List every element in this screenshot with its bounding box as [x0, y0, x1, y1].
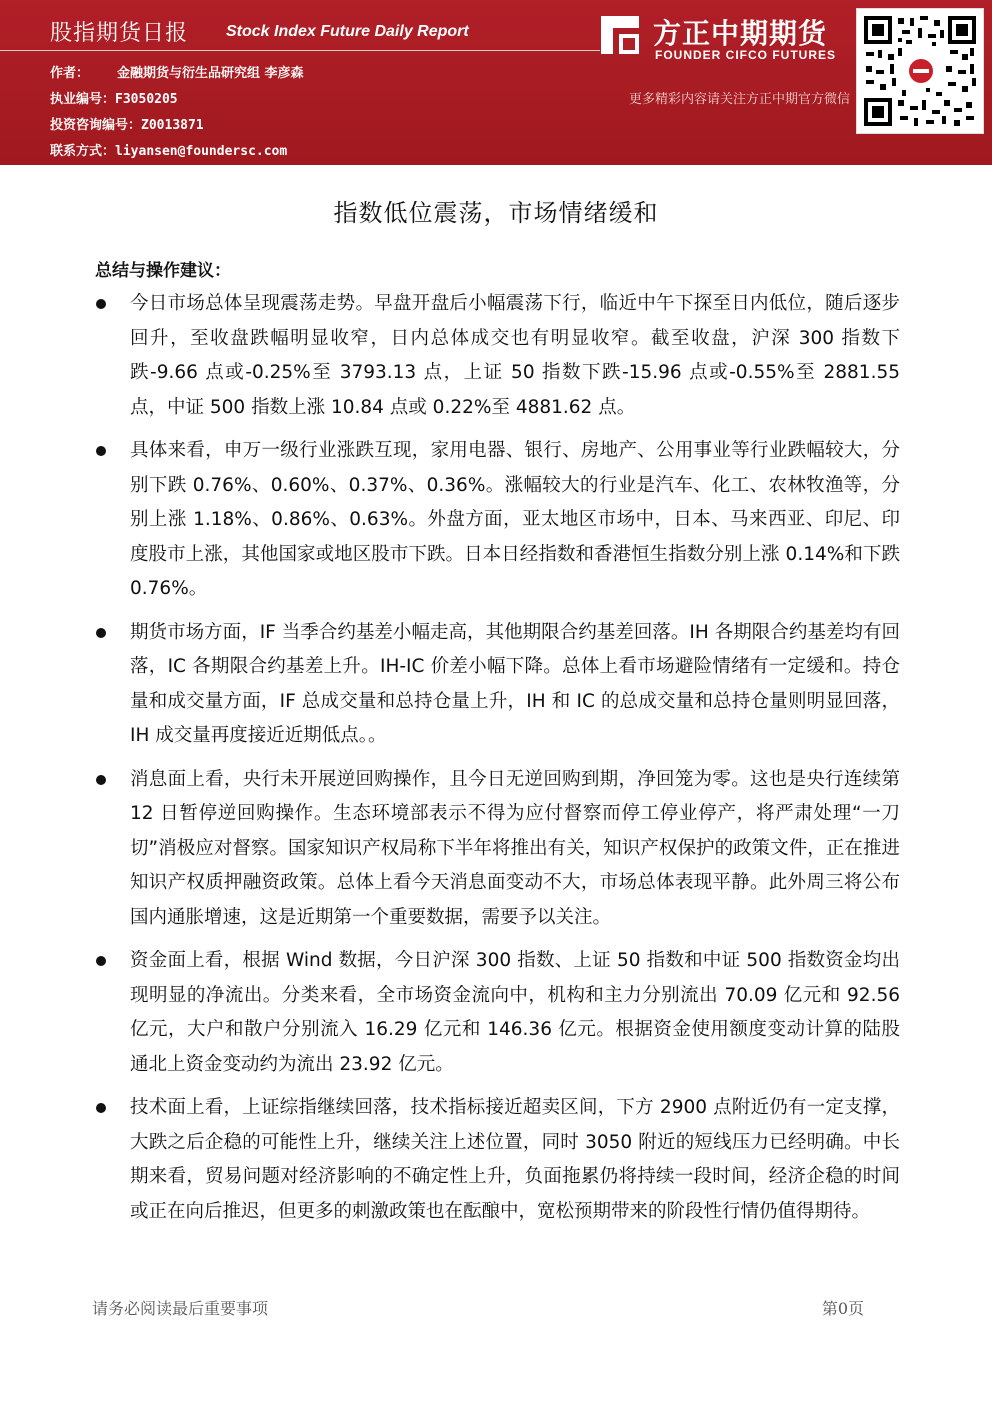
consult-value: Z0013871: [141, 118, 204, 133]
founder-logo-icon: [597, 12, 643, 58]
wechat-follow-text: 更多精彩内容请关注方正中期官方微信: [628, 92, 850, 107]
list-item: [90, 1091, 900, 1229]
author-value: 金融期货与衍生品研究组 李彦森: [117, 66, 304, 81]
company-logo: [597, 10, 852, 66]
list-item: [90, 616, 900, 754]
license-label: 执业编号：: [50, 92, 116, 107]
wechat-qr-code: [856, 8, 984, 134]
bullet-dot-icon: [96, 1103, 106, 1113]
list-item-text: 期货市场方面，IF 当季合约基差小幅走高，其他期限合约基差回落。IH 各期限合约基差均有回落，IC 各期限合约基差上升。IH-IC 价差小幅下降。总体上看市场避险情绪有一定缓和。持仓量和成交量方面，IF 总成交量和总持仓量上升，IH 和 IC 的总成交量和总持仓量则明显回落，IH 成交量再度接近近期低点。。: [130, 621, 900, 746]
contact-line: [50, 140, 287, 159]
list-item: [90, 287, 900, 425]
contact-email[interactable]: liyansen@foundersc.com: [115, 144, 288, 159]
list-item-text: 技术面上看，上证综指继续回落，技术指标接近超卖区间，下方 2900 点附近仍有一定支撑，大跌之后企稳的可能性上升，继续关注上述位置，同时 3050 附近的短线压力已经明确。中长期来看，贸易问题对经济影响的不确定性上升，负面拖累仍将持续一段时间，经济企稳的时间或正在向后推迟，但更多的刺激政策也在酝酿中，宽松预期带来的阶段性行情仍值得期待。: [130, 1097, 900, 1222]
header-divider: [0, 50, 600, 51]
list-item-text: 具体来看，申万一级行业涨跌互现，家用电器、银行、房地产、公用事业等行业跌幅较大，分别下跌 0.76%、0.60%、0.37%、0.36%。涨幅较大的行业是汽车、化工、农林牧渔等，分别上涨 1.18%、0.86%、0.63%。外盘方面，亚太地区市场中，日本、马来西亚、印尼、印度股市上涨，其他国家或地区股市下跌。日本日经指数和香港恒生指数分别上涨 0.14%和下跌 0.76%。: [130, 440, 900, 599]
bullet-dot-icon: [96, 299, 106, 309]
bullet-dot-icon: [96, 956, 106, 966]
consult-label: 投资咨询编号：: [50, 118, 142, 133]
report-header: [0, 0, 992, 165]
contact-label: 联系方式：: [50, 144, 116, 159]
report-title-cn: 股指期货日报: [50, 21, 189, 46]
author-line: [50, 62, 304, 81]
logo-text-cn: 方正中期期货: [653, 17, 828, 50]
footer-notice: 请务必阅读最后重要事项: [92, 1299, 269, 1318]
list-item-text: 资金面上看，根据 Wind 数据，今日沪深 300 指数、上证 50 指数和中证 500 指数资金均出现明显的净流出。分类来看，全市场资金流向中，机构和主力分别流出 70.09 亿元和 92.56 亿元，大户和散户分别流入 16.29 亿元和 146.36 亿元。根据资金使用额度变动计算的陆股通北上资金变动约为流出 23.92 亿元。: [130, 950, 900, 1075]
section-heading: 总结与操作建议：: [95, 261, 231, 281]
list-item: [90, 944, 900, 1082]
page-number: 第0页: [821, 1299, 864, 1318]
bullet-dot-icon: [96, 446, 106, 456]
document-title: 指数低位震荡，市场情绪缓和: [333, 199, 659, 227]
report-title-en: Stock Index Future Daily Report: [226, 23, 469, 40]
list-item-text: 消息面上看，央行未开展逆回购操作，且今日无逆回购到期，净回笼为零。这也是央行连续第 12 日暂停逆回购操作。生态环境部表示不得为应付督察而停工停业停产，将严肃处理“一刀切”消极应对督察。国家知识产权局称下半年将推出有关，知识产权保护的政策文件，正在推进知识产权质押融资政策。总体上看今天消息面变动不大，市场总体表现平静。此外周三将公布国内通胀增速，这是近期第一个重要数据，需要予以关注。: [130, 768, 900, 928]
bullet-dot-icon: [96, 775, 106, 785]
list-item: [90, 434, 900, 607]
bullet-list: [90, 287, 900, 1238]
author-label: 作者：: [50, 66, 90, 81]
license-value: F3050205: [115, 92, 178, 107]
qr-code-icon: [862, 14, 978, 128]
list-item-text: 今日市场总体呈现震荡走势。早盘开盘后小幅震荡下行，临近中午下探至日内低位，随后逐步回升，至收盘跌幅明显收窄，日内总体成交也有明显收窄。截至收盘，沪深 300 指数下跌-9.66 点或-0.25%至 3793.13 点，上证 50 指数下跌-15.96 点或-0.55%至 2881.55 点，中证 500 指数上涨 10.84 点或 0.22%至 4881.62 点。: [130, 293, 900, 418]
bullet-dot-icon: [96, 628, 106, 638]
logo-text-en: FOUNDER CIFCO FUTURES: [655, 48, 836, 62]
list-item: [90, 763, 900, 936]
license-line: [50, 88, 178, 107]
consult-line: [50, 114, 204, 133]
